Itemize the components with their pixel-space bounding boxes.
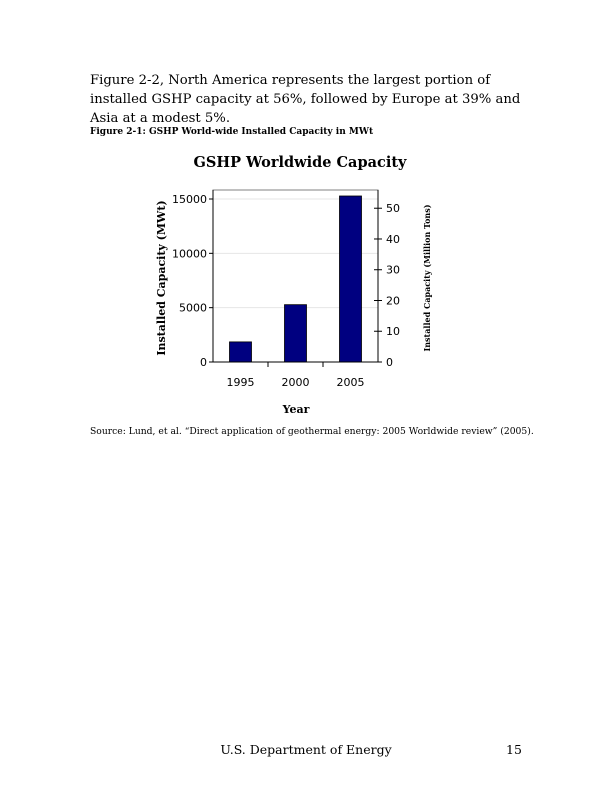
x-tick-label: 2005 — [336, 376, 365, 389]
plot-area — [172, 190, 400, 389]
bar — [285, 305, 307, 362]
x-axis-label: Year — [282, 403, 310, 416]
y2-tick-label: 0 — [386, 356, 393, 369]
page-number: 15 — [506, 742, 522, 757]
bar — [230, 342, 252, 362]
footer-organization: U.S. Department of Energy — [220, 742, 392, 757]
x-tick-label: 2000 — [281, 376, 310, 389]
y-tick-label: 15000 — [172, 193, 207, 206]
y2-tick-label: 40 — [386, 232, 400, 246]
y-tick-label: 5000 — [179, 301, 207, 315]
chart-title: GSHP Worldwide Capacity — [193, 154, 407, 171]
x-tick-label: 1995 — [226, 376, 255, 389]
y-tick-label: 0 — [200, 356, 207, 369]
figure-caption: Figure 2-1: GSHP World-wide Installed Capacity in MWt — [90, 127, 374, 137]
y2-axis-label: Installed Capacity (Million Tons) — [422, 204, 432, 352]
bar — [340, 196, 362, 362]
y2-tick-label: 30 — [386, 263, 400, 277]
source-note: Source: Lund, et al. “Direct application of geothermal energy: 2005 Worldwide review” (2005). — [90, 426, 534, 437]
y2-tick-label: 20 — [386, 294, 400, 308]
y-axis-label: Installed Capacity (MWt) — [155, 200, 168, 356]
y-tick-label: 10000 — [172, 247, 207, 261]
body-paragraph: Figure 2-2, North America represents the largest portion of installed GSHP capacity at 56%, followed by Europe at 39% and Asia at a modest 5%. — [90, 73, 521, 126]
y2-tick-label: 50 — [386, 202, 400, 216]
y2-tick-label: 10 — [386, 325, 400, 339]
